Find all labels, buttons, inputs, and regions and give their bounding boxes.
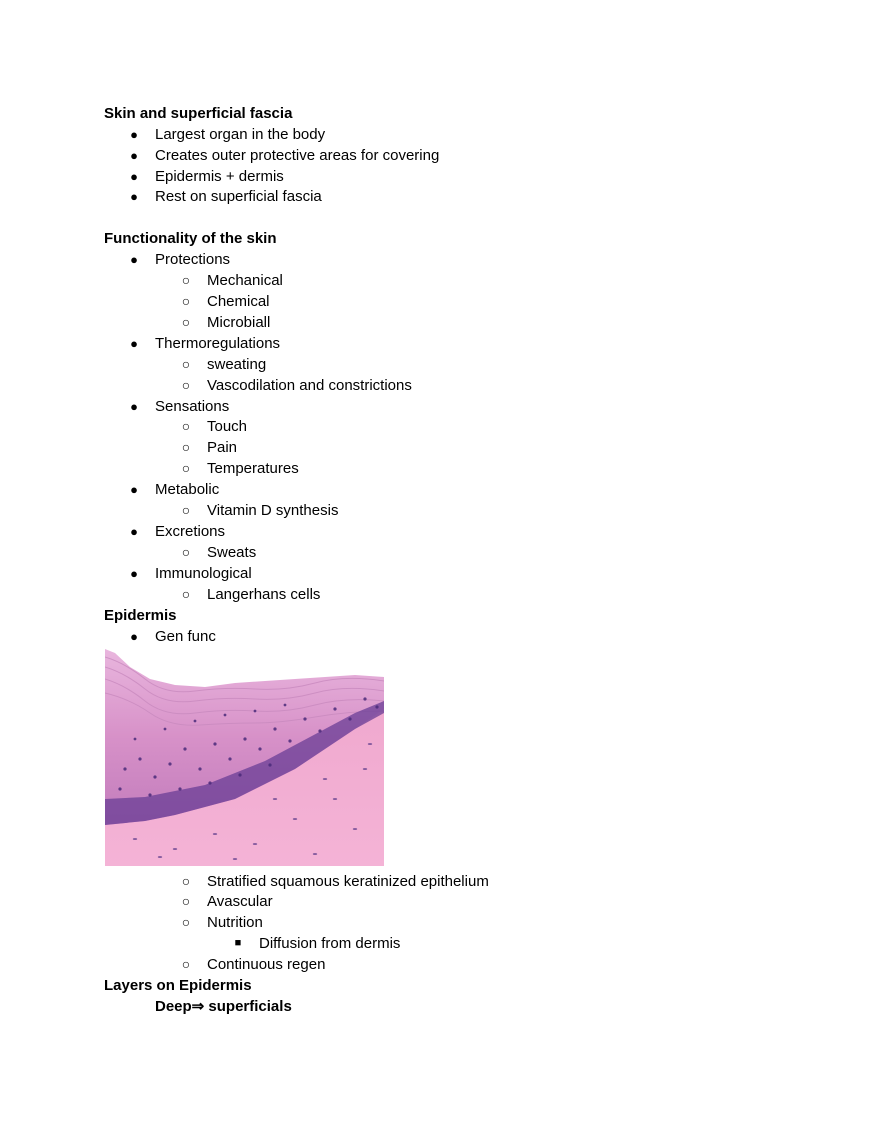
sub-list-item (0, 500, 880, 521)
bullet-disc: ● (130, 336, 138, 351)
sub-list-item (0, 291, 880, 312)
list-item-text: Sensations (155, 398, 230, 415)
histology-image (105, 649, 384, 866)
list-item (0, 626, 880, 647)
bullet-circle: ○ (181, 586, 191, 602)
list-item (0, 396, 880, 417)
heading-functionality: Functionality of the skin (104, 230, 277, 247)
sub-list-item (0, 891, 880, 912)
sub-list-item-text: Temperatures (207, 460, 299, 477)
bullet-circle: ○ (181, 873, 191, 889)
sub-list-item (0, 542, 880, 563)
heading-layers: Layers on Epidermis (104, 977, 252, 994)
list-item (0, 333, 880, 354)
bullet-circle: ○ (181, 314, 191, 330)
list-item (0, 124, 880, 145)
sub-list-item-text: Touch (207, 418, 248, 435)
sub-list-item-text: Continuous regen (207, 956, 326, 973)
bullet-circle: ○ (181, 293, 191, 309)
bullet-circle: ○ (181, 544, 191, 560)
bullet-circle: ○ (181, 956, 191, 972)
bullet-circle: ○ (181, 893, 191, 909)
list-item-text: Largest organ in the body (155, 126, 326, 143)
bullet-circle: ○ (181, 272, 191, 288)
sub-list-item-text: Chemical (207, 293, 270, 310)
sub-list-item-text: Avascular (207, 893, 273, 910)
list-item (0, 563, 880, 584)
bullet-disc: ● (130, 169, 138, 184)
sub-list-item-text: Nutrition (207, 914, 263, 931)
list-item (0, 521, 880, 542)
sub-list-item (0, 458, 880, 479)
sub-list-item-text: Langerhans cells (207, 586, 321, 603)
bullet-circle: ○ (181, 460, 191, 476)
sub-list-item (0, 871, 880, 892)
list-item (0, 249, 880, 270)
heading-skin: Skin and superficial fascia (104, 105, 293, 122)
list-item-text: Excretions (155, 523, 226, 540)
list-item (0, 166, 880, 187)
bullet-circle: ○ (181, 439, 191, 455)
list-item-text: Creates outer protective areas for covering (155, 147, 440, 164)
sub-sub-list-item (0, 933, 880, 954)
list-item-text: Thermoregulations (155, 335, 281, 352)
sub-list-item (0, 270, 880, 291)
bullet-disc: ● (130, 189, 138, 204)
sub-list-item-text: Sweats (207, 544, 257, 561)
bullet-disc: ● (130, 148, 138, 163)
bullet-circle: ○ (181, 356, 191, 372)
sub-list-item (0, 375, 880, 396)
bullet-disc: ● (130, 127, 138, 142)
sub-list-item (0, 312, 880, 333)
bullet-disc: ● (130, 252, 138, 267)
sub-list-item-text: Vitamin D synthesis (207, 502, 339, 519)
sub-list-item (0, 954, 880, 975)
heading-epidermis: Epidermis (104, 607, 177, 624)
list-item (0, 145, 880, 166)
list-item (0, 479, 880, 500)
list-item-text: Gen func (155, 628, 216, 645)
sub-list-item-text: Vascodilation and constrictions (207, 377, 412, 394)
bullet-disc: ● (130, 399, 138, 414)
bullet-disc: ● (130, 482, 138, 497)
bullet-circle: ○ (181, 914, 191, 930)
bullet-disc: ● (130, 524, 138, 539)
bullet-disc: ● (130, 566, 138, 581)
bullet-square: ■ (234, 937, 242, 949)
sub-list-item (0, 437, 880, 458)
sub-list-item (0, 912, 880, 933)
sub-list-item-text: sweating (207, 356, 267, 373)
sub-list-item (0, 354, 880, 375)
list-item-text: Metabolic (155, 481, 220, 498)
sub-list-item (0, 584, 880, 605)
sub-list-item-text: Microbiall (207, 314, 271, 331)
bullet-circle: ○ (181, 502, 191, 518)
sub-list-item (0, 416, 880, 437)
sub-list-item-text: Mechanical (207, 272, 283, 289)
sub-list-item-text: Pain (207, 439, 238, 456)
bullet-circle: ○ (181, 418, 191, 434)
list-item-text: Epidermis + dermis (155, 168, 284, 185)
list-item-text: Protections (155, 251, 231, 268)
subheading-deep-superficials: Deep⇒ superficials (155, 998, 292, 1015)
list-item-text: Immunological (155, 565, 252, 582)
sub-sub-list-item-text: Diffusion from dermis (259, 935, 401, 952)
list-item (0, 186, 880, 207)
list-item-text: Rest on superficial fascia (155, 188, 322, 205)
bullet-disc: ● (130, 629, 138, 644)
bullet-circle: ○ (181, 377, 191, 393)
sub-list-item-text: Stratified squamous keratinized epithelium (207, 873, 489, 890)
